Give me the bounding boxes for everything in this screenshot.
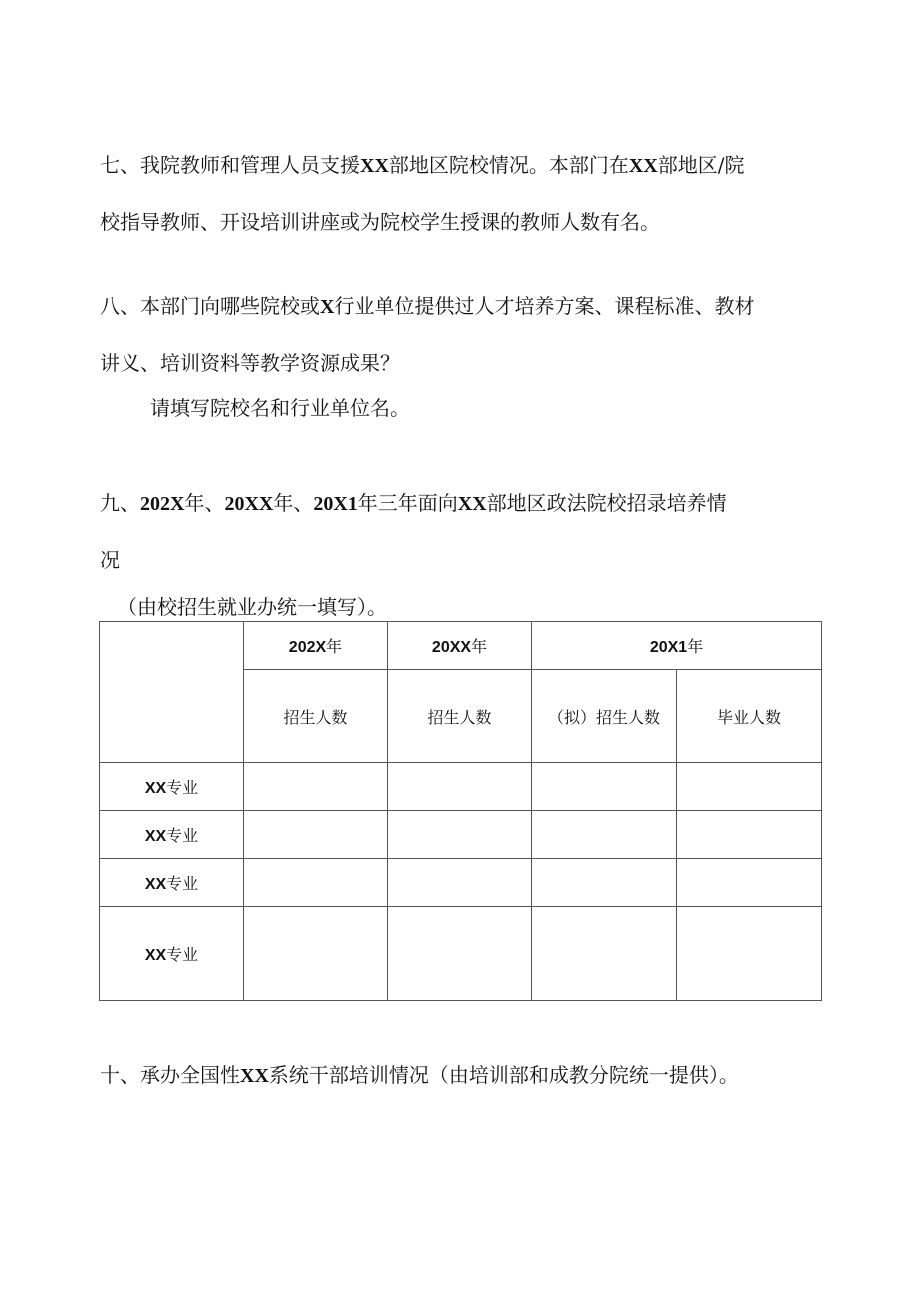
s10-bold-xx: XX bbox=[240, 1065, 269, 1087]
s7-line1-mid: 部地区院校情况。本部门在 bbox=[388, 153, 629, 177]
year-header-3: 20X1年 bbox=[532, 622, 822, 670]
subheader-4: 毕业人数 bbox=[677, 670, 822, 763]
s9-bold-3: 20X1 bbox=[313, 493, 358, 515]
table-cell[interactable] bbox=[244, 907, 388, 1001]
table-cell[interactable] bbox=[388, 763, 532, 811]
subheader-3: （拟）招生人数 bbox=[532, 670, 677, 763]
subheader-1: 招生人数 bbox=[244, 670, 388, 763]
s9-bold-1: 202X bbox=[140, 493, 185, 515]
table-cell[interactable] bbox=[532, 907, 677, 1001]
s9-t3: 年三年面向 bbox=[357, 491, 458, 515]
section-10-paragraph bbox=[100, 1047, 824, 1104]
s7-bold-xx-2: XX bbox=[628, 155, 658, 177]
table-row bbox=[100, 811, 822, 859]
table-cell[interactable] bbox=[244, 811, 388, 859]
s9-bold-4: XX bbox=[457, 493, 487, 515]
table-row bbox=[100, 859, 822, 907]
enrollment-table bbox=[99, 621, 822, 1001]
table-cell[interactable] bbox=[532, 763, 677, 811]
s8-line2: 讲义、培训资料等教学资源成果？ bbox=[100, 351, 400, 375]
table-row bbox=[100, 763, 822, 811]
year-header-2: 20XX年 bbox=[388, 622, 532, 670]
s9-t4: 部地区政法院校招录培养情 bbox=[486, 491, 727, 515]
table-row bbox=[100, 907, 822, 1001]
table-cell[interactable] bbox=[244, 859, 388, 907]
row-label-2: XX专业 bbox=[100, 811, 244, 859]
s8-line1-pre: 八、本部门向哪些院校或 bbox=[100, 294, 320, 318]
s9-t1: 年、 bbox=[184, 491, 225, 515]
table-corner-cell bbox=[100, 622, 244, 763]
section-7-paragraph bbox=[100, 137, 824, 250]
s7-bold-xx-1: XX bbox=[360, 155, 389, 177]
s9-t2: 年、 bbox=[273, 491, 314, 515]
s9-bold-2: 20XX bbox=[224, 493, 274, 515]
table-cell[interactable] bbox=[388, 859, 532, 907]
s9-line2: 况 bbox=[100, 548, 120, 572]
s10-pre: 十、承办全国性 bbox=[100, 1063, 240, 1087]
table-cell[interactable] bbox=[677, 859, 822, 907]
table-cell[interactable] bbox=[677, 907, 822, 1001]
s7-line2: 校指导教师、开设培训讲座或为院校学生授课的教师人数有名。 bbox=[100, 210, 660, 234]
s8-note: 请填写院校名和行业单位名。 bbox=[150, 396, 410, 420]
table-cell[interactable] bbox=[677, 763, 822, 811]
s7-line1-pre: 七、我院教师和管理人员支援 bbox=[100, 153, 360, 177]
subheader-2: 招生人数 bbox=[388, 670, 532, 763]
s8-line1-post: 行业单位提供过人才培养方案、课程标准、教材 bbox=[334, 294, 755, 318]
year-header-1: 202X年 bbox=[244, 622, 388, 670]
s9-note: （由校招生就业办统一填写）。 bbox=[117, 595, 387, 619]
s9-pre: 九、 bbox=[100, 491, 140, 515]
table-cell[interactable] bbox=[532, 811, 677, 859]
row-label-3: XX专业 bbox=[100, 859, 244, 907]
table-cell[interactable] bbox=[244, 763, 388, 811]
row-label-4: XX专业 bbox=[100, 907, 244, 1001]
table-header-row-years bbox=[100, 622, 822, 670]
s8-bold-x: X bbox=[320, 296, 335, 318]
section-8-paragraph bbox=[100, 278, 824, 391]
table-cell[interactable] bbox=[388, 907, 532, 1001]
table-cell[interactable] bbox=[532, 859, 677, 907]
table-cell[interactable] bbox=[677, 811, 822, 859]
section-9-paragraph bbox=[100, 475, 824, 588]
table-cell[interactable] bbox=[388, 811, 532, 859]
s7-line1-post: 部地区/院 bbox=[657, 153, 745, 177]
row-label-1: XX专业 bbox=[100, 763, 244, 811]
s10-post: 系统干部培训情况（由培训部和成教分院统一提供）。 bbox=[268, 1063, 739, 1087]
